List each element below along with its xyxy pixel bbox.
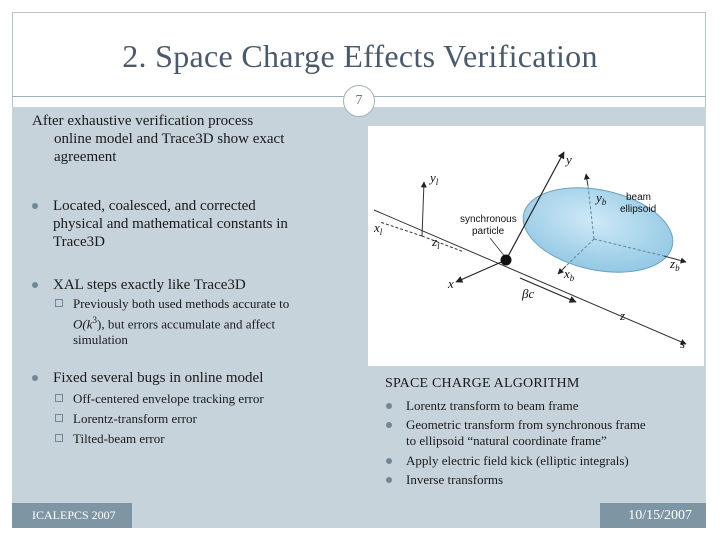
label-z: z: [620, 308, 626, 323]
label-s: s: [680, 336, 686, 351]
xl-axis: [380, 222, 422, 236]
intro-line-1: After exhaustive verification process: [32, 113, 254, 129]
intro-line-2: online model and Trace3D show exact: [54, 131, 285, 147]
sub-bullet-accuracy-line-1: Previously both used methods accurate to: [73, 296, 290, 311]
bullet-constants-line-3: Trace3D: [53, 234, 105, 250]
coordinate-frames-diagram: [368, 126, 704, 366]
sub-bullet-tilted: [55, 431, 350, 447]
bullet-dot: [386, 477, 392, 483]
algo-step-geometric-line-2: to ellipsoid “natural coordinate frame”: [406, 433, 607, 448]
label-zb: $z_b$: [670, 256, 680, 273]
yb-axis: [586, 174, 588, 186]
label-xl: $x_l$: [374, 220, 383, 237]
algo-step-inverse-text: Inverse transforms: [406, 472, 504, 487]
label-xb: $x_b$: [564, 266, 575, 283]
x-axis: [456, 260, 506, 282]
bullet-constants-line-2: physical and mathematical constants in: [53, 216, 288, 232]
bullet-dot: [32, 203, 38, 209]
label-particle: particle: [472, 226, 505, 237]
sub-bullet-accuracy-line-2: [55, 312, 350, 332]
sub-bullet-envelope: [55, 391, 350, 407]
algo-step-kick-text: Apply electric field kick (elliptic integrals): [406, 453, 629, 468]
label-yl: $y_l$: [430, 170, 439, 187]
bullet-dot: [386, 458, 392, 464]
algo-step-geometric: [386, 417, 696, 449]
sub-bullet-marker: [55, 299, 63, 307]
sub-bullet-accuracy: [55, 296, 350, 348]
sub-bullet-accuracy-line-3: simulation: [73, 332, 128, 348]
bullet-dot: [386, 422, 392, 428]
coordinate-frames-figure: [368, 126, 704, 366]
footer-conference: ICALEPCS 2007: [12, 503, 132, 528]
label-beam: beam: [626, 192, 652, 203]
label-yb: $y_b$: [596, 190, 607, 207]
algo-step-inverse: [386, 472, 696, 488]
particle-leader: [490, 238, 506, 258]
label-ellipsoid: ellipsoid: [620, 204, 657, 215]
k-symbol: k: [86, 316, 93, 332]
zl-axis: [422, 236, 464, 252]
sub-bullet-marker: [55, 434, 63, 442]
bullet-dot: [32, 282, 38, 288]
sub-bullet-marker: [55, 414, 63, 422]
sub-bullet-marker: [55, 394, 63, 402]
exponent: 3: [92, 315, 97, 325]
label-beta-c: βc: [522, 286, 535, 301]
intro-line-3: agreement: [54, 149, 117, 165]
algorithm-heading: SPACE CHARGE ALGORITHM: [385, 376, 580, 391]
footer-date: 10/15/2007: [600, 503, 706, 528]
algo-step-lorentz-text: Lorentz transform to beam frame: [406, 398, 579, 413]
bullet-bugs-text: Fixed several bugs in online model: [53, 370, 264, 386]
label-zl: $z_l$: [432, 234, 440, 251]
sub-bullet-lorentz: [55, 411, 350, 427]
synchronous-particle-dot: [501, 255, 512, 266]
bullet-bugs: [32, 369, 352, 387]
intro-text: [32, 112, 342, 166]
sub-bullet-lorentz-text: Lorentz-transform error: [73, 411, 197, 426]
bullet-xal-steps-text: XAL steps exactly like Trace3D: [53, 277, 246, 293]
algo-step-kick: [386, 453, 696, 469]
bullet-dot: [32, 375, 38, 381]
algo-step-geometric-line-1: Geometric transform from synchronous frame: [406, 417, 646, 432]
algo-step-lorentz: [386, 398, 696, 414]
bullet-constants: [32, 197, 352, 251]
accuracy-line-2-rest: ), but errors accumulate and affect: [97, 316, 276, 332]
label-x: x: [448, 276, 454, 291]
label-synchronous: synchronous: [460, 214, 517, 225]
yl-axis: [422, 182, 424, 236]
slide-title: 2. Space Charge Effects Verification: [122, 38, 598, 74]
bullet-constants-line-1: Located, coalesced, and corrected: [53, 198, 256, 214]
bullet-dot: [386, 403, 392, 409]
slide-number: 7: [343, 85, 375, 117]
sub-bullet-tilted-text: Tilted-beam error: [73, 431, 165, 446]
label-y: y: [566, 152, 572, 167]
big-o-symbol: O(: [73, 316, 87, 332]
bullet-xal-steps: [32, 276, 352, 294]
sub-bullet-envelope-text: Off-centered envelope tracking error: [73, 391, 264, 406]
